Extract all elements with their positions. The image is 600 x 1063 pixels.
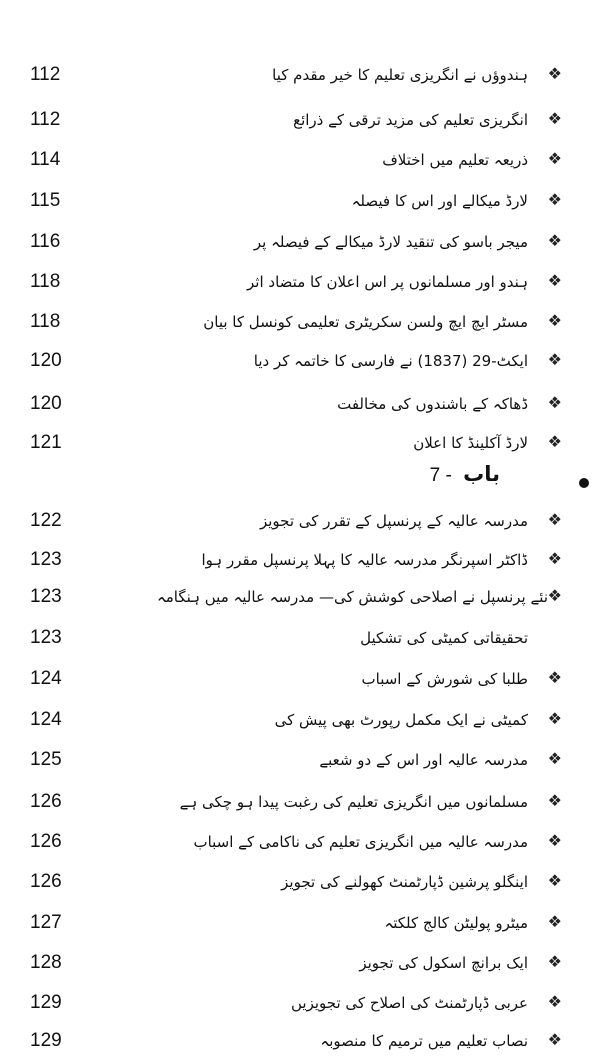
diamond-bullet-icon: ❖: [547, 149, 562, 168]
entry-title: نصاب تعلیم میں ترمیم کا منصوبہ: [320, 1032, 528, 1050]
entry-title: نئے پرنسپل نے اصلاحی کوشش کی— مدرسہ عالیہ میں ہنگامہ: [156, 588, 548, 606]
page-number: 126: [30, 831, 62, 852]
entry-title: ہندوؤں نے انگریزی تعلیم کا خیر مقدم کیا: [272, 66, 528, 84]
page-number: 115: [30, 190, 61, 211]
entry-title: ایکٹ-29 (1837) نے فارسی کا خاتمہ کر دیا: [253, 352, 528, 370]
toc-entry[interactable]: [0, 1028, 600, 1058]
entry-title: عربی ڈپارٹمنٹ کی اصلاح کی تجویزیں: [291, 994, 528, 1012]
page-number: 128: [30, 952, 62, 973]
page-number: 120: [30, 350, 62, 371]
toc-entry[interactable]: [0, 829, 600, 859]
page-number: 125: [30, 749, 62, 770]
diamond-bullet-icon: ❖: [547, 64, 562, 83]
toc-entry[interactable]: [0, 107, 600, 137]
diamond-bullet-icon: ❖: [547, 952, 562, 971]
toc-entry[interactable]: [0, 508, 600, 538]
toc-entry[interactable]: [0, 950, 600, 980]
page-number: 112: [30, 109, 61, 130]
page-number: 126: [30, 871, 62, 892]
toc-entry[interactable]: [0, 584, 600, 614]
page-number: 124: [30, 709, 62, 730]
page-number: 120: [30, 393, 62, 414]
diamond-bullet-icon: ❖: [547, 311, 562, 330]
diamond-bullet-icon: ❖: [547, 1030, 562, 1049]
toc-entry[interactable]: [0, 147, 600, 177]
diamond-bullet-icon: ❖: [547, 109, 562, 128]
page-number: 118: [30, 271, 61, 292]
chapter-heading-row: [0, 462, 600, 498]
entry-title: مدرسہ عالیہ کے پرنسپل کے تقرر کی تجویز: [259, 512, 528, 530]
entry-title: لارڈ آکلینڈ کا اعلان: [413, 434, 528, 452]
entry-title: اینگلو پرشین ڈپارٹمنٹ کھولنے کی تجویز: [281, 873, 528, 891]
page-number: 118: [30, 311, 61, 332]
page-number: 122: [30, 510, 62, 531]
toc-entry[interactable]: [0, 789, 600, 819]
toc-entry[interactable]: [0, 707, 600, 737]
toc-entry[interactable]: [0, 666, 600, 696]
entry-title: ذریعہ تعلیم میں اختلاف: [382, 151, 528, 169]
page-number: 123: [30, 586, 62, 607]
entry-title: کمیٹی نے ایک مکمل رپورٹ بھی پیش کی: [274, 711, 528, 729]
toc-entry[interactable]: [0, 990, 600, 1020]
page-number: 126: [30, 791, 62, 812]
toc-entry[interactable]: [0, 269, 600, 299]
toc-entry[interactable]: [0, 547, 600, 577]
diamond-bullet-icon: ❖: [547, 831, 562, 850]
diamond-bullet-icon: ❖: [547, 190, 562, 209]
toc-entry[interactable]: [0, 62, 600, 92]
toc-entry[interactable]: [0, 188, 600, 218]
entry-title: لارڈ میکالے اور اس کا فیصلہ: [351, 192, 528, 210]
diamond-bullet-icon: ❖: [547, 393, 562, 412]
diamond-bullet-icon: ❖: [547, 271, 562, 290]
chapter-heading: [430, 462, 500, 487]
entry-title: طلبا کی شورش کے اسباب: [361, 670, 528, 688]
toc-entry[interactable]: [0, 747, 600, 777]
chapter-label: باب: [463, 462, 500, 486]
chapter-number: - 7: [429, 465, 452, 486]
diamond-bullet-icon: ❖: [547, 231, 562, 250]
page-number: 129: [30, 992, 62, 1013]
entry-title: ایک برانچ اسکول کی تجویز: [359, 954, 528, 972]
diamond-bullet-icon: ❖: [547, 432, 562, 451]
diamond-bullet-icon: ❖: [547, 749, 562, 768]
toc-entry[interactable]: [0, 869, 600, 899]
page-number: 127: [30, 912, 62, 933]
toc-entry[interactable]: [0, 348, 600, 378]
entry-title: میٹرو پولیٹن کالج کلکتہ: [384, 914, 528, 932]
page-number: 123: [30, 627, 62, 648]
page-number: 121: [30, 432, 62, 453]
diamond-bullet-icon: ❖: [547, 992, 562, 1011]
diamond-bullet-icon: ❖: [547, 912, 562, 931]
diamond-bullet-icon: ❖: [547, 510, 562, 529]
toc-entry[interactable]: [0, 391, 600, 421]
page-number: 124: [30, 668, 62, 689]
toc-entry[interactable]: [0, 229, 600, 259]
entry-title: ڈاکٹر اسپرنگر مدرسہ عالیہ کا پہلا پرنسپل مقرر ہوا: [201, 551, 528, 569]
entry-title: انگریزی تعلیم کی مزید ترقی کے ذرائع: [293, 111, 528, 129]
entry-title: مدرسہ عالیہ اور اس کے دو شعبے: [319, 751, 528, 769]
diamond-bullet-icon: ❖: [547, 350, 562, 369]
diamond-bullet-icon: ❖: [547, 549, 562, 568]
entry-title: میجر باسو کی تنقید لارڈ میکالے کے فیصلہ پر: [253, 233, 528, 251]
entry-title: مسٹر ایچ ایچ ولسن سکریٹری تعلیمی کونسل کا بیان: [203, 313, 528, 331]
chapter-dot-icon: [579, 478, 589, 488]
toc-entry[interactable]: [0, 430, 600, 460]
diamond-bullet-icon: ❖: [547, 709, 562, 728]
toc-entry[interactable]: [0, 309, 600, 339]
page-number: 123: [30, 549, 62, 570]
page-number: 114: [30, 149, 61, 170]
diamond-bullet-icon: ❖: [547, 586, 562, 605]
entry-title: ہندو اور مسلمانوں پر اس اعلان کا متضاد اثر: [247, 273, 528, 291]
toc-entry[interactable]: [0, 625, 600, 655]
diamond-bullet-icon: ❖: [547, 871, 562, 890]
toc-entry[interactable]: [0, 910, 600, 940]
diamond-bullet-icon: ❖: [547, 668, 562, 687]
entry-title: مسلمانوں میں انگریزی تعلیم کی رغبت پیدا ہو چکی ہے: [179, 793, 528, 811]
entry-title: ڈھاکہ کے باشندوں کی مخالفت: [337, 395, 528, 413]
entry-title: تحقیقاتی کمیٹی کی تشکیل: [360, 629, 528, 647]
page-number: 112: [30, 64, 61, 85]
page-number: 129: [30, 1030, 62, 1051]
entry-title: مدرسہ عالیہ میں انگریزی تعلیم کی ناکامی کے اسباب: [193, 833, 528, 851]
diamond-bullet-icon: ❖: [547, 791, 562, 810]
page-number: 116: [30, 231, 61, 252]
